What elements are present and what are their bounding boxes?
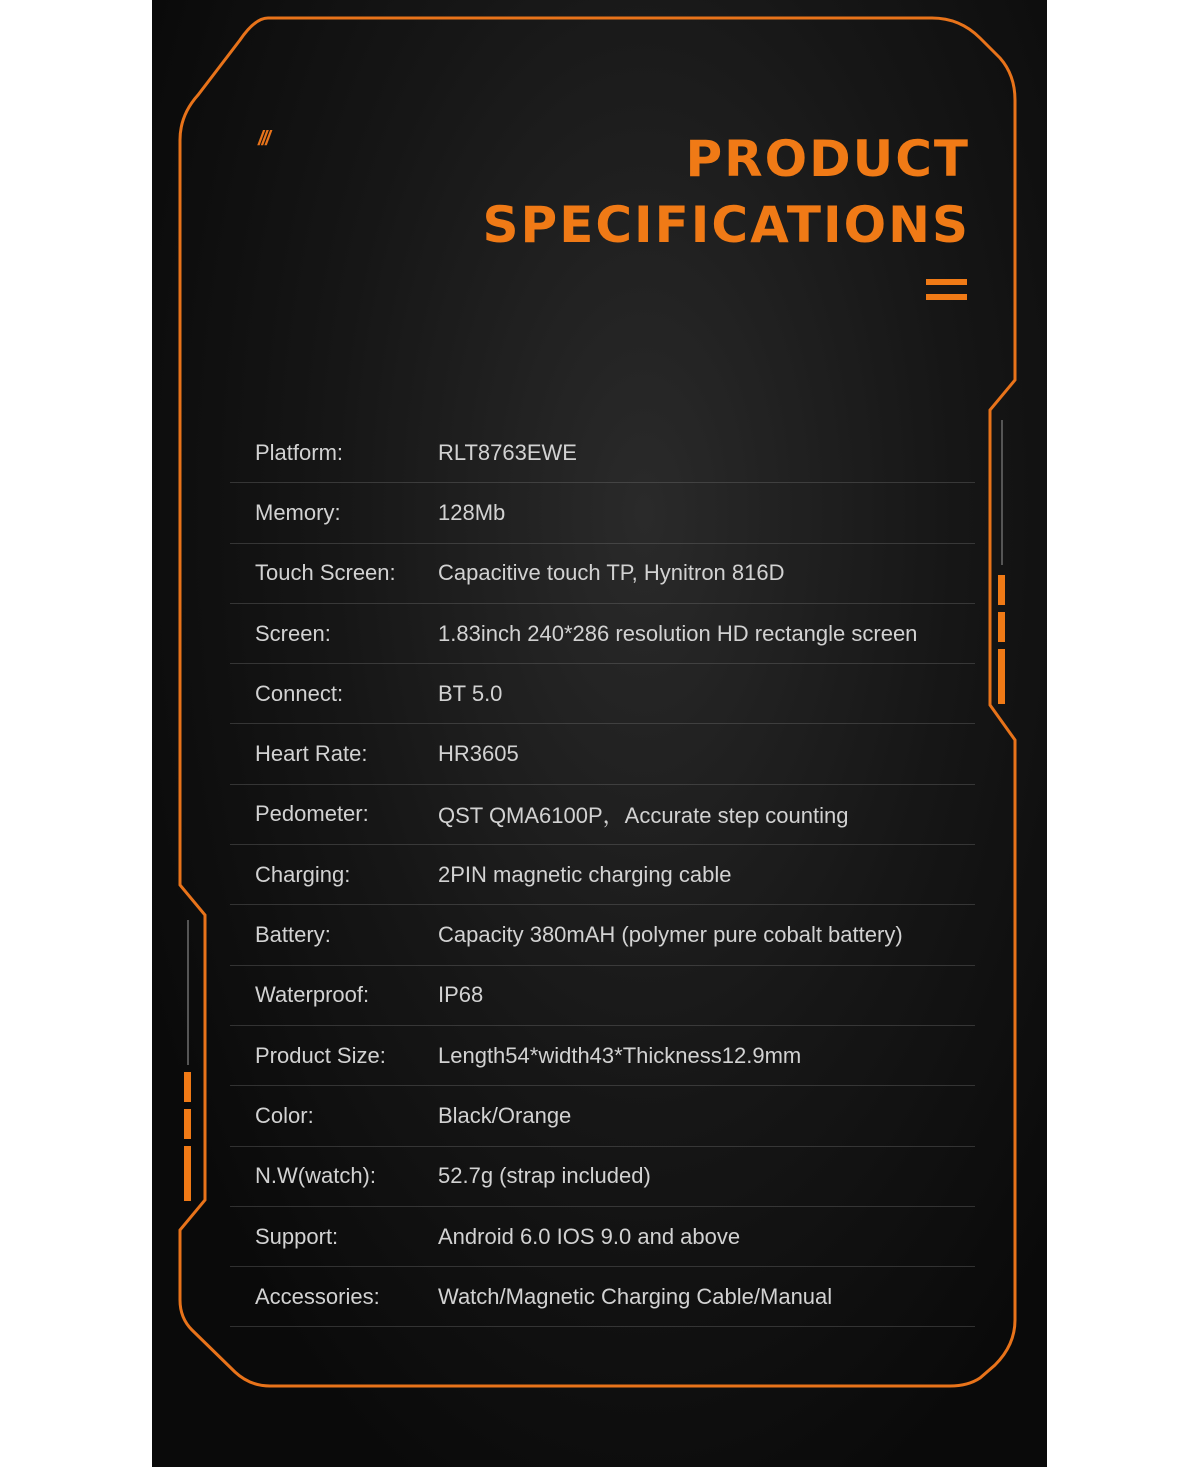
spec-row bbox=[230, 724, 975, 784]
spec-value: Length54*width43*Thickness12.9mm bbox=[438, 1042, 802, 1068]
spec-row bbox=[230, 905, 975, 965]
spec-value: QST QMA6100P，Accurate step counting bbox=[438, 802, 849, 828]
spec-label: Connect: bbox=[255, 680, 344, 706]
spec-row bbox=[230, 1267, 975, 1327]
spec-value: 2PIN magnetic charging cable bbox=[438, 861, 732, 887]
left-side-accent bbox=[184, 920, 191, 1201]
equals-decoration-icon bbox=[926, 279, 967, 301]
spec-row bbox=[230, 664, 975, 724]
spec-label: Heart Rate: bbox=[255, 741, 368, 767]
spec-value: 52.7g (strap included) bbox=[438, 1163, 651, 1189]
spec-value: HR3605 bbox=[438, 741, 519, 767]
title-specifications: SPECIFICATIONS bbox=[482, 196, 970, 254]
spec-label: Waterproof: bbox=[255, 982, 370, 1008]
spec-label: Product Size: bbox=[255, 1042, 386, 1068]
spec-label: Support: bbox=[255, 1223, 339, 1249]
spec-label: Screen: bbox=[255, 620, 331, 646]
spec-row bbox=[230, 785, 975, 845]
spec-label: Color: bbox=[255, 1102, 314, 1128]
spec-label: Charging: bbox=[255, 861, 351, 887]
right-side-accent bbox=[998, 420, 1005, 704]
spec-row bbox=[230, 604, 975, 664]
spec-label: Platform: bbox=[255, 439, 344, 465]
spec-row bbox=[230, 1207, 975, 1267]
spec-row bbox=[230, 544, 975, 604]
spec-value: Watch/Magnetic Charging Cable/Manual bbox=[438, 1283, 833, 1309]
spec-row bbox=[230, 1026, 975, 1086]
spec-row bbox=[230, 423, 975, 483]
title-product: PRODUCT bbox=[685, 130, 970, 188]
spec-value: Capacity 380mAH (polymer pure cobalt battery) bbox=[438, 922, 903, 948]
spec-value: BT 5.0 bbox=[438, 680, 503, 706]
spec-value: RLT8763EWE bbox=[438, 439, 577, 465]
spec-value: Android 6.0 IOS 9.0 and above bbox=[438, 1223, 741, 1249]
spec-label: Pedometer: bbox=[255, 801, 369, 827]
spec-label: Touch Screen: bbox=[255, 560, 396, 586]
spec-label: Accessories: bbox=[255, 1283, 380, 1309]
spec-value: IP68 bbox=[438, 982, 484, 1008]
spec-value: 128Mb bbox=[438, 499, 506, 525]
spec-row bbox=[230, 966, 975, 1026]
spec-row bbox=[230, 845, 975, 905]
decorative-slashes: /// bbox=[258, 128, 269, 150]
spec-label: N.W(watch): bbox=[255, 1163, 376, 1189]
specs-table bbox=[230, 423, 975, 1327]
spec-value: Capacitive touch TP, Hynitron 816D bbox=[438, 560, 785, 586]
spec-label: Memory: bbox=[255, 499, 341, 525]
spec-value: Black/Orange bbox=[438, 1102, 572, 1128]
spec-row bbox=[230, 483, 975, 543]
spec-value: 1.83inch 240*286 resolution HD rectangle screen bbox=[438, 620, 918, 646]
spec-row bbox=[230, 1147, 975, 1207]
spec-label: Battery: bbox=[255, 922, 331, 948]
spec-row bbox=[230, 1086, 975, 1146]
